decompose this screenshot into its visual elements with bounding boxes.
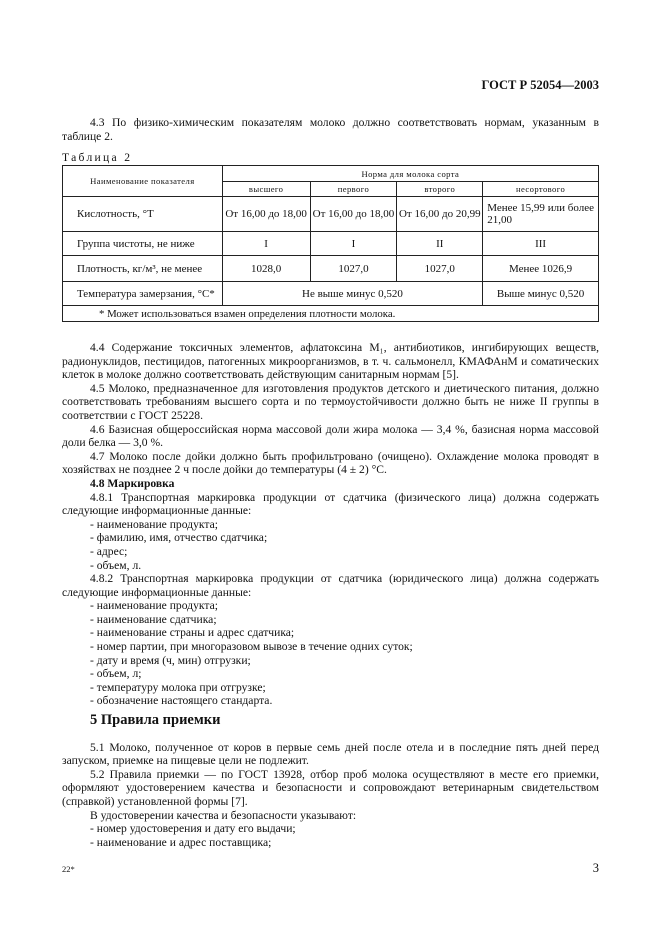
header-norm-group: Норма для молока сорта	[222, 166, 598, 182]
certificate-list	[62, 822, 599, 849]
paragraph-4-8-1: 4.8.1 Транспортная маркировка продукции от сдатчика (физического лица) должна содержать следующие информационные данные:	[62, 490, 599, 518]
list-item: - наименование продукта;	[90, 517, 218, 531]
table-cell: I	[310, 232, 397, 256]
row-label: Кислотность, °Т	[63, 197, 223, 232]
table-caption: Таблица 2	[62, 151, 133, 164]
row-label: Плотность, кг/м³, не менее	[63, 256, 223, 282]
list-item: - фамилию, имя, отчество сдатчика;	[90, 531, 268, 545]
table-cell: Выше минус 0,520	[483, 282, 599, 306]
table-row-freezing	[63, 282, 599, 306]
table-cell: II	[397, 232, 483, 256]
paragraph-4-8-2: 4.8.2 Транспортная маркировка продукции от сдатчика (юридического лица) должна содержать следующие информационные данные:	[62, 572, 599, 599]
table-cell: I	[222, 232, 310, 256]
paragraph-4-3: 4.3 По физико-химическим показателям молоко должно соответствовать нормам, указанным в таблице 2.	[62, 116, 599, 143]
table-row-density	[63, 256, 599, 282]
intro-paragraph	[62, 116, 599, 143]
paragraph-4-7: 4.7 Молоко после дойки должно быть профильтровано (очищено). Охлаждение молока проводят в хозяйствах не позднее 2 ч после дойки до температуры (4 ± 2) °С.	[62, 449, 599, 477]
list-item: - наименование продукта;	[90, 599, 218, 613]
header-sort-second: второго	[397, 182, 483, 197]
list-item: - номер партии, при многоразовом вывозе в течение одних суток;	[90, 640, 413, 654]
marking-list-legal	[62, 599, 599, 708]
requirements-body	[62, 341, 599, 708]
header-sort-premium: высшего	[222, 182, 310, 197]
table-cell: 1028,0	[222, 256, 310, 282]
list-item: - объем, л;	[90, 667, 142, 681]
paragraph-5-1: 5.1 Молоко, полученное от коров в первые семь дней после отела и в последние пять дней перед запуском, приемке на пищевые цели не подлежит.	[62, 740, 599, 768]
table-cell: 1027,0	[397, 256, 483, 282]
header-indicator-name: Наименование показателя	[63, 166, 223, 197]
marking-list-individual	[62, 518, 599, 572]
list-item: - объем, л.	[90, 558, 142, 572]
list-item: - обозначение настоящего стандарта.	[90, 694, 273, 708]
list-item: - наименование страны и адрес сдатчика;	[90, 626, 295, 640]
paragraph-4-4: 4.4 Содержание токсичных элементов, афлатоксина M₁, антибиотиков, ингибирующих веществ, радионуклидов, пестицидов, патогенных микроорганизмов, в т. ч. сальмонелл, КМАФАнМ и соматических клеток в молоке должно соответствовать действующим санитарным нормам [5].	[62, 341, 599, 382]
table-cell-merged: Не выше минус 0,520	[222, 282, 482, 306]
table-cell: От 16,00 до 18,00	[310, 197, 397, 232]
list-item: - дату и время (ч, мин) отгрузки;	[90, 653, 251, 667]
table-cell: Менее 15,99 или более 21,00	[483, 197, 599, 232]
table-row-acidity	[63, 197, 599, 232]
footer-mark: 22*	[62, 864, 75, 874]
list-item: - адрес;	[90, 544, 128, 558]
table-header-row	[63, 166, 599, 182]
table-footnote-row	[63, 306, 599, 322]
table-cell: Менее 1026,9	[483, 256, 599, 282]
list-item: - номер удостоверения и дату его выдачи;	[90, 822, 296, 836]
row-label: Группа чистоты, не ниже	[63, 232, 223, 256]
table-cell: От 16,00 до 18,00	[222, 197, 310, 232]
table-cell: От 16,00 до 20,99	[397, 197, 483, 232]
table-row-purity	[63, 232, 599, 256]
table-cell: 1027,0	[310, 256, 397, 282]
list-item: - температуру молока при отгрузке;	[90, 680, 266, 694]
document-header: ГОСТ Р 52054—2003	[481, 78, 599, 92]
table-cell: III	[483, 232, 599, 256]
list-item: - наименование сдатчика;	[90, 612, 217, 626]
paragraph-5-2: 5.2 Правила приемки — по ГОСТ 13928, отбор проб молока осуществляют в месте его приемки, оформляют удостоверением качества и безопасности и сопровождают ветеринарным свидетельством (справкой) установленной формы [7].	[62, 767, 599, 808]
paragraph-4-5: 4.5 Молоко, предназначенное для изготовления продуктов детского и диетического питания, должно соответствовать требованиям высшего сорта и по термоустойчивости должно быть не ниже II группы в соответствии с ГОСТ 25228.	[62, 381, 599, 422]
row-label: Температура замерзания, °С*	[63, 282, 223, 306]
header-sort-nonsort: несортового	[483, 182, 599, 197]
paragraph-certificate: В удостоверении качества и безопасности указывают:	[90, 808, 357, 822]
page-number: 3	[592, 861, 599, 875]
paragraph-4-6: 4.6 Базисная общероссийская норма массовой доли жира молока — 3,4 %, базисная норма массовой доли белка — 3,0 %.	[62, 422, 599, 450]
section-5-title: 5 Правила приемки	[90, 712, 221, 728]
header-sort-first: первого	[310, 182, 397, 197]
list-item: - наименование и адрес поставщика;	[90, 835, 272, 849]
table-footnote: * Может использоваться взамен определения плотности молока.	[63, 306, 599, 322]
table-2	[62, 165, 599, 322]
marking-title: 4.8 Маркировка	[90, 476, 175, 490]
section-5	[62, 714, 599, 849]
